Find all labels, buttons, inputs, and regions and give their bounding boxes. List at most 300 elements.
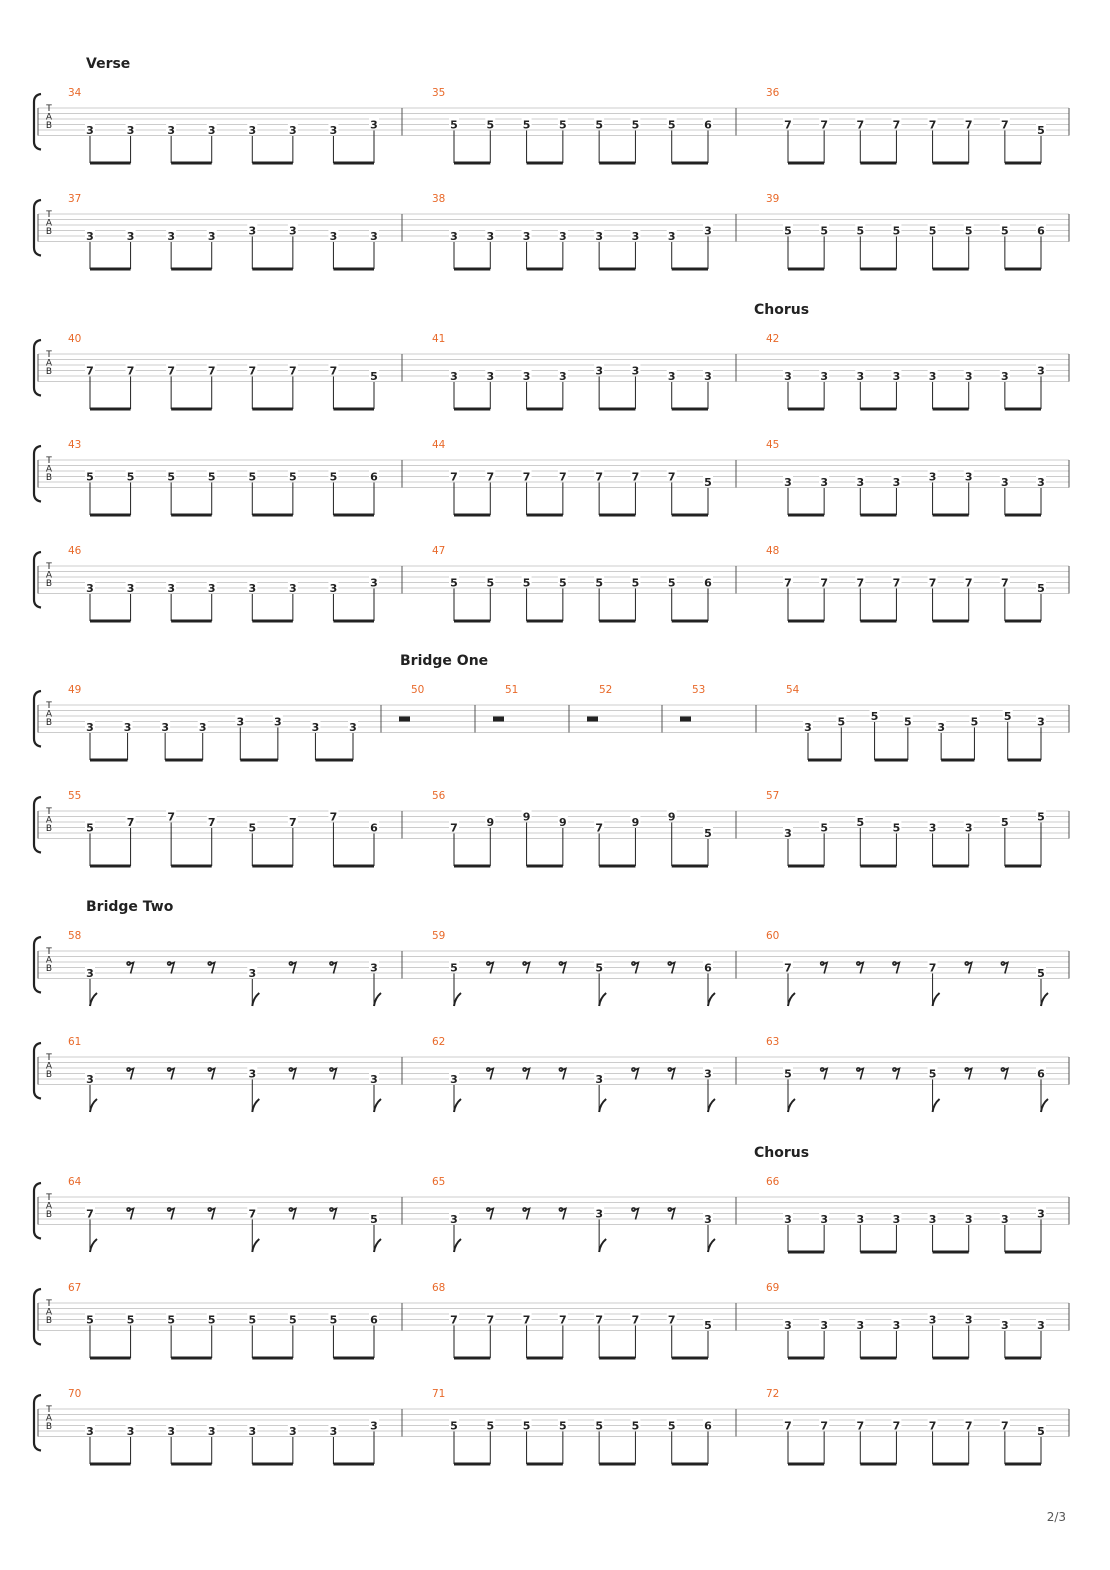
fret-number: 7 xyxy=(207,364,216,378)
measure-number: 49 xyxy=(68,684,82,696)
measure-number: 69 xyxy=(766,1282,780,1294)
note-flag xyxy=(374,993,381,1006)
fret-number: 3 xyxy=(928,821,937,835)
fret-number: 5 xyxy=(289,1313,297,1327)
fret-number: 7 xyxy=(820,1419,828,1433)
fret-number: 3 xyxy=(1001,370,1009,383)
fret-number: 5 xyxy=(928,1067,937,1081)
note-flag xyxy=(599,1239,606,1252)
fret-number: 3 xyxy=(450,1213,458,1226)
fret-number: 7 xyxy=(964,576,973,590)
fret-number: 3 xyxy=(329,124,338,137)
fret-number: 3 xyxy=(667,370,676,383)
note-flag xyxy=(1041,993,1048,1006)
fret-number: 3 xyxy=(1001,1319,1009,1332)
fret-number: 3 xyxy=(1037,715,1045,729)
measure-number: 58 xyxy=(68,930,82,942)
fret-number: 3 xyxy=(248,1067,257,1081)
fret-number: 3 xyxy=(964,370,973,383)
fret-number: 5 xyxy=(486,1419,495,1433)
tab-system xyxy=(34,899,1069,1006)
measure-number: 60 xyxy=(766,930,780,942)
fret-number: 3 xyxy=(1037,1319,1045,1332)
tab-system xyxy=(34,545,1069,621)
fret-number: 7 xyxy=(784,118,792,132)
fret-number: 5 xyxy=(86,470,94,484)
fret-number: 7 xyxy=(820,118,828,132)
fret-number: 3 xyxy=(522,230,531,243)
measure xyxy=(68,545,379,621)
fret-number: 9 xyxy=(486,816,495,829)
fret-number: 3 xyxy=(1001,1213,1009,1226)
fret-number: 3 xyxy=(820,1319,828,1332)
tab-clef-letter: T xyxy=(46,1193,52,1203)
tab-clef-letter: B xyxy=(45,473,53,483)
fret-number: 7 xyxy=(856,1419,865,1433)
fret-number: 3 xyxy=(207,1425,216,1438)
fret-number: 5 xyxy=(704,476,712,489)
fret-number: 3 xyxy=(349,721,357,734)
measure xyxy=(432,333,713,409)
tab-clef-letter: B xyxy=(45,824,53,834)
whole-rest xyxy=(680,717,691,722)
fret-number: 3 xyxy=(329,230,338,243)
measure xyxy=(432,1388,713,1464)
fret-number: 3 xyxy=(248,1425,257,1438)
fret-number: 5 xyxy=(450,576,458,590)
fret-number: 5 xyxy=(450,961,458,975)
tab-clef-letter: B xyxy=(45,227,53,237)
measure xyxy=(786,684,1046,760)
measure-number: 40 xyxy=(68,333,82,345)
measure xyxy=(432,545,713,621)
fret-number: 3 xyxy=(329,1425,338,1438)
tab-clef-letter: T xyxy=(46,350,52,360)
fret-number: 3 xyxy=(167,582,175,595)
tab-clef-letter: T xyxy=(46,807,52,817)
tab-clef-letter: A xyxy=(45,570,53,581)
measure xyxy=(766,930,1048,1006)
fret-number: 3 xyxy=(289,1425,297,1438)
measure-number: 37 xyxy=(68,193,82,205)
fret-number: 6 xyxy=(704,961,712,975)
fret-number: 7 xyxy=(784,961,792,975)
fret-number: 3 xyxy=(167,124,175,137)
fret-number: 5 xyxy=(559,576,567,590)
fret-number: 5 xyxy=(450,1419,458,1433)
fret-number: 7 xyxy=(522,1313,531,1327)
fret-number: 6 xyxy=(704,576,712,590)
section-label: Bridge One xyxy=(400,653,489,669)
measure xyxy=(68,1388,379,1464)
tab-clef-letter: B xyxy=(45,1070,53,1080)
tab-clef-letter: T xyxy=(46,456,52,466)
fret-number: 7 xyxy=(1001,1419,1009,1433)
measure-number: 43 xyxy=(68,439,82,451)
fret-number: 5 xyxy=(892,224,901,238)
whole-rest xyxy=(493,717,504,722)
fret-number: 7 xyxy=(559,1313,567,1327)
whole-rest xyxy=(399,717,410,722)
fret-number: 3 xyxy=(126,124,135,137)
fret-number: 3 xyxy=(86,1073,94,1086)
fret-number: 5 xyxy=(904,715,912,729)
measure-number: 52 xyxy=(599,684,613,696)
tab-clef-letter: A xyxy=(45,955,53,966)
measure xyxy=(432,1176,715,1252)
tab-clef-letter: A xyxy=(45,815,53,826)
note-flag xyxy=(374,1099,381,1112)
fret-number: 7 xyxy=(595,1313,603,1327)
tab-clef-letter: A xyxy=(45,464,53,475)
fret-number: 3 xyxy=(1037,1207,1045,1221)
measure-number: 50 xyxy=(411,684,425,696)
fret-number: 5 xyxy=(820,224,828,238)
fret-number: 3 xyxy=(631,364,640,378)
fret-number: 3 xyxy=(311,721,320,734)
measure-number: 64 xyxy=(68,1176,82,1188)
fret-number: 7 xyxy=(126,816,135,829)
fret-number: 7 xyxy=(928,961,937,975)
fret-number: 3 xyxy=(928,1313,937,1327)
measure-number: 39 xyxy=(766,193,780,205)
fret-number: 7 xyxy=(856,576,865,590)
fret-number: 3 xyxy=(928,370,937,383)
fret-number: 3 xyxy=(207,582,216,595)
fret-number: 3 xyxy=(820,370,828,383)
fret-number: 3 xyxy=(820,1213,828,1226)
measure-number: 48 xyxy=(766,545,780,557)
tab-clef-letter: B xyxy=(45,579,53,589)
measure-number: 65 xyxy=(432,1176,446,1188)
fret-number: 5 xyxy=(126,1313,135,1327)
measure xyxy=(68,193,379,269)
fret-number: 3 xyxy=(704,1213,712,1226)
measure xyxy=(68,684,358,760)
tab-clef-letter: A xyxy=(45,1413,53,1424)
note-flag xyxy=(599,1099,606,1112)
fret-number: 5 xyxy=(1037,582,1045,595)
measure xyxy=(68,1176,381,1252)
fret-number: 5 xyxy=(167,1313,175,1327)
fret-number: 5 xyxy=(1037,1425,1045,1438)
fret-number: 5 xyxy=(704,1319,712,1332)
fret-number: 3 xyxy=(784,1319,792,1332)
tab-system xyxy=(34,439,1069,515)
note-flag xyxy=(90,993,97,1006)
fret-number: 5 xyxy=(329,1313,338,1327)
fret-number: 7 xyxy=(784,1419,792,1433)
fret-number: 7 xyxy=(820,576,828,590)
fret-number: 5 xyxy=(559,118,567,132)
fret-number: 7 xyxy=(892,1419,901,1433)
fret-number: 3 xyxy=(126,1425,135,1438)
tab-system xyxy=(34,1282,1069,1358)
tab-system xyxy=(34,1036,1069,1112)
fret-number: 7 xyxy=(595,821,603,835)
fret-number: 3 xyxy=(559,230,567,243)
fret-number: 5 xyxy=(1037,967,1045,980)
measure xyxy=(766,1388,1046,1464)
fret-number: 7 xyxy=(450,821,458,835)
fret-number: 5 xyxy=(631,1419,640,1433)
fret-number: 3 xyxy=(856,476,865,489)
tab-system xyxy=(34,1145,1069,1252)
tab-clef-letter: T xyxy=(46,1405,52,1415)
measure xyxy=(766,790,1046,866)
tab-clef-letter: A xyxy=(45,1307,53,1318)
fret-number: 3 xyxy=(964,1213,973,1226)
fret-number: 7 xyxy=(207,816,216,829)
measure-number: 38 xyxy=(432,193,446,205)
fret-number: 3 xyxy=(248,124,257,137)
fret-number: 5 xyxy=(784,224,792,238)
fret-number: 3 xyxy=(248,224,257,238)
fret-number: 3 xyxy=(86,582,94,595)
tab-system xyxy=(34,1388,1069,1464)
section-label: Chorus xyxy=(754,302,810,318)
fret-number: 5 xyxy=(450,118,458,132)
fret-number: 3 xyxy=(126,230,135,243)
fret-number: 3 xyxy=(86,1425,94,1438)
fret-number: 7 xyxy=(892,576,901,590)
fret-number: 3 xyxy=(289,124,297,137)
measure-number: 51 xyxy=(505,684,519,696)
fret-number: 7 xyxy=(559,470,567,484)
note-flag xyxy=(454,993,461,1006)
fret-number: 5 xyxy=(559,1419,567,1433)
fret-number: 5 xyxy=(289,470,297,484)
fret-number: 5 xyxy=(856,816,865,829)
fret-number: 5 xyxy=(667,118,676,132)
fret-number: 5 xyxy=(1037,124,1045,137)
fret-number: 5 xyxy=(248,1313,257,1327)
note-flag xyxy=(252,1099,259,1112)
tab-system xyxy=(34,56,1069,163)
fret-number: 3 xyxy=(370,1073,378,1086)
measure xyxy=(766,333,1046,409)
fret-number: 5 xyxy=(892,821,901,835)
note-flag xyxy=(788,1099,795,1112)
fret-number: 3 xyxy=(1037,364,1045,378)
fret-number: 7 xyxy=(86,364,94,378)
fret-number: 6 xyxy=(370,821,378,835)
fret-number: 5 xyxy=(86,1313,94,1327)
fret-number: 5 xyxy=(207,470,216,484)
fret-number: 3 xyxy=(198,721,207,734)
fret-number: 3 xyxy=(856,1319,865,1332)
measure-number: 44 xyxy=(432,439,446,451)
fret-number: 5 xyxy=(370,1213,378,1226)
fret-number: 3 xyxy=(289,582,297,595)
fret-number: 9 xyxy=(667,810,676,824)
measure-number: 42 xyxy=(766,333,780,345)
fret-number: 3 xyxy=(595,1207,603,1221)
section-label: Bridge Two xyxy=(86,899,174,915)
fret-number: 3 xyxy=(704,370,712,383)
fret-number: 3 xyxy=(86,230,94,243)
measure-number: 54 xyxy=(786,684,800,696)
fret-number: 7 xyxy=(248,1207,257,1221)
fret-number: 5 xyxy=(1037,810,1045,824)
measure-number: 70 xyxy=(68,1388,82,1400)
fret-number: 5 xyxy=(595,1419,603,1433)
fret-number: 3 xyxy=(274,715,282,729)
note-flag xyxy=(788,993,795,1006)
measure-number: 46 xyxy=(68,545,82,557)
tab-clef-letter: B xyxy=(45,367,53,377)
fret-number: 5 xyxy=(595,576,603,590)
fret-number: 5 xyxy=(820,821,828,835)
measure-number: 56 xyxy=(432,790,446,802)
fret-number: 7 xyxy=(928,1419,937,1433)
fret-number: 5 xyxy=(970,715,979,729)
note-flag xyxy=(708,993,715,1006)
fret-number: 7 xyxy=(964,118,973,132)
measure xyxy=(68,930,381,1006)
fret-number: 3 xyxy=(486,370,495,383)
note-flag xyxy=(90,1239,97,1252)
measure xyxy=(766,1036,1048,1112)
note-flag xyxy=(708,1239,715,1252)
measure-number: 55 xyxy=(68,790,82,802)
fret-number: 3 xyxy=(370,576,378,590)
measure xyxy=(766,1282,1046,1358)
fret-number: 3 xyxy=(167,1425,175,1438)
fret-number: 5 xyxy=(248,821,257,835)
tab-clef-letter: A xyxy=(45,1201,53,1212)
fret-number: 7 xyxy=(522,470,531,484)
note-flag xyxy=(933,993,940,1006)
fret-number: 7 xyxy=(329,364,338,378)
fret-number: 7 xyxy=(86,1207,94,1221)
fret-number: 7 xyxy=(486,1313,495,1327)
tab-clef-letter: B xyxy=(45,964,53,974)
tab-clef-letter: T xyxy=(46,701,52,711)
fret-number: 5 xyxy=(370,370,378,383)
measure xyxy=(766,87,1046,163)
fret-number: 5 xyxy=(856,224,865,238)
fret-number: 3 xyxy=(86,967,94,980)
fret-number: 7 xyxy=(289,364,297,378)
fret-number: 7 xyxy=(892,118,901,132)
fret-number: 5 xyxy=(704,827,712,840)
fret-number: 7 xyxy=(928,118,937,132)
fret-number: 3 xyxy=(856,370,865,383)
fret-number: 3 xyxy=(289,224,297,238)
tab-system xyxy=(34,653,1069,760)
fret-number: 5 xyxy=(595,118,603,132)
fret-number: 3 xyxy=(161,721,169,734)
fret-number: 9 xyxy=(631,816,640,829)
fret-number: 7 xyxy=(1001,118,1009,132)
page-number: 2/3 xyxy=(1046,1510,1066,1524)
fret-number: 7 xyxy=(450,470,458,484)
fret-number: 3 xyxy=(126,582,135,595)
fret-number: 3 xyxy=(1001,476,1009,489)
fret-number: 7 xyxy=(631,1313,640,1327)
fret-number: 5 xyxy=(248,470,257,484)
fret-number: 5 xyxy=(667,576,676,590)
measure xyxy=(68,1282,379,1358)
measure xyxy=(432,790,713,866)
measure xyxy=(68,790,379,866)
measure-number: 61 xyxy=(68,1036,82,1048)
whole-rest xyxy=(587,717,598,722)
tab-system xyxy=(34,302,1069,409)
fret-number: 3 xyxy=(964,470,973,484)
note-flag xyxy=(454,1239,461,1252)
fret-number: 7 xyxy=(856,118,865,132)
fret-number: 5 xyxy=(167,470,175,484)
measure-number: 66 xyxy=(766,1176,780,1188)
fret-number: 7 xyxy=(667,470,676,484)
fret-number: 5 xyxy=(486,118,495,132)
measure xyxy=(68,1036,381,1112)
fret-number: 3 xyxy=(86,721,94,734)
fret-number: 5 xyxy=(486,576,495,590)
fret-number: 3 xyxy=(450,370,458,383)
fret-number: 3 xyxy=(370,230,378,243)
tab-system xyxy=(34,790,1069,866)
measure-number: 47 xyxy=(432,545,446,557)
fret-number: 7 xyxy=(289,816,297,829)
note-flag xyxy=(252,993,259,1006)
fret-number: 3 xyxy=(820,476,828,489)
fret-number: 6 xyxy=(1037,1067,1045,1081)
fret-number: 3 xyxy=(595,364,603,378)
fret-number: 3 xyxy=(667,230,676,243)
fret-number: 3 xyxy=(486,230,495,243)
tab-clef-letter: T xyxy=(46,562,52,572)
measure-number: 68 xyxy=(432,1282,446,1294)
fret-number: 5 xyxy=(1001,816,1009,829)
fret-number: 5 xyxy=(631,118,640,132)
fret-number: 3 xyxy=(450,230,458,243)
section-label: Verse xyxy=(86,56,131,72)
measure-number: 72 xyxy=(766,1388,780,1400)
tab-clef-letter: B xyxy=(45,1422,53,1432)
fret-number: 3 xyxy=(631,230,640,243)
measure-number: 67 xyxy=(68,1282,82,1294)
note-flag xyxy=(374,1239,381,1252)
fret-number: 9 xyxy=(522,810,531,824)
fret-number: 6 xyxy=(704,118,712,132)
fret-number: 6 xyxy=(370,1313,378,1327)
section-label: Chorus xyxy=(754,1145,810,1161)
fret-number: 5 xyxy=(329,470,338,484)
fret-number: 3 xyxy=(804,721,812,734)
fret-number: 7 xyxy=(126,364,135,378)
fret-number: 3 xyxy=(784,827,792,840)
measure xyxy=(766,1176,1046,1252)
fret-number: 3 xyxy=(329,582,338,595)
fret-number: 3 xyxy=(522,370,531,383)
fret-number: 3 xyxy=(928,470,937,484)
tab-clef-letter: B xyxy=(45,718,53,728)
measure-number: 45 xyxy=(766,439,780,451)
fret-number: 3 xyxy=(248,582,257,595)
measure-number: 71 xyxy=(432,1388,446,1400)
fret-number: 6 xyxy=(370,470,378,484)
fret-number: 3 xyxy=(207,230,216,243)
fret-number: 3 xyxy=(123,721,132,734)
measure xyxy=(432,930,715,1006)
measure xyxy=(68,87,379,163)
fret-number: 5 xyxy=(1003,710,1012,723)
measure-number: 41 xyxy=(432,333,446,345)
fret-number: 5 xyxy=(928,224,937,238)
